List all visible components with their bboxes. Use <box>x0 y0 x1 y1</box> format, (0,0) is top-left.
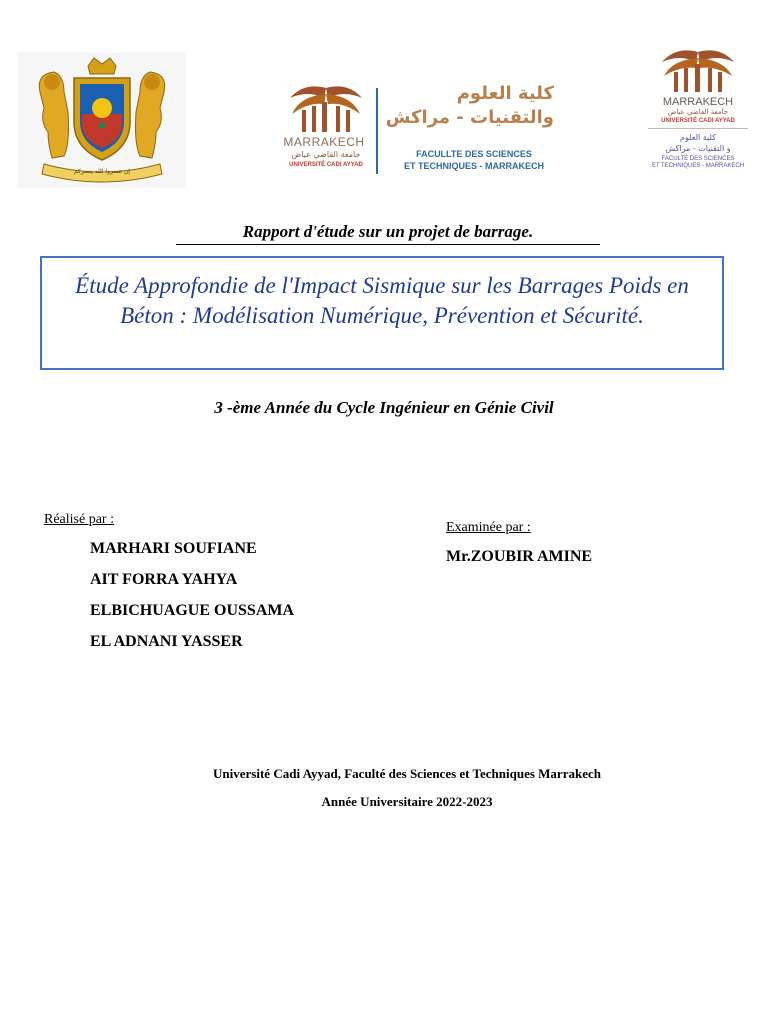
fst-marrakech-logo <box>276 80 560 182</box>
fst-logo-french-title: FACULLTE DES SCIENCES ET TECHNIQUES - MARRAKECH <box>403 149 544 171</box>
uca-logo-divider <box>648 128 748 129</box>
uca-logo-arabic-faculty: كلية العلوم و التقنيات - مراكش <box>665 133 731 153</box>
coat-of-arms-motto: إن تنصروا الله ينصركم <box>74 168 130 175</box>
palm-tree-icon <box>284 80 368 134</box>
report-type-title: Rapport d'étude sur un projet de barrage. <box>242 222 534 241</box>
uca-logo-university: UNIVERSITÉ CADI AYYAD <box>661 118 735 124</box>
uca-logo-french-faculty: FACULTÉ DES SCIENCES ET TECHNIQUES - MARRAKECH <box>651 156 745 169</box>
fst-logo-arabic-title: كلية العلوم والتقنيات - مراكش <box>385 83 554 128</box>
uca-logo-city: MARRAKECH <box>662 96 734 108</box>
main-title-box <box>40 256 724 370</box>
author-name: EL ADNANI YASSER <box>90 633 243 650</box>
examiner-name: Mr.ZOUBIR AMINE <box>446 548 593 565</box>
author-name: MARHARI SOUFIANE <box>90 540 257 557</box>
authors-label: Réalisé par : <box>44 512 114 527</box>
coat-of-arms-logo <box>18 52 186 188</box>
author-name: AIT FORRA YAHYA <box>90 571 238 588</box>
main-title: Étude Approfondie de l'Impact Sismique sur les Barrages Poids en Béton : Modélisation Numérique, Prévention et Sécurité. <box>75 273 689 328</box>
fst-logo-wordmark: MARRAKECH <box>283 135 365 149</box>
fst-logo-divider <box>376 88 378 174</box>
program-year: 3 -ème Année du Cycle Ingénieur en Génie Civil <box>214 398 554 417</box>
fst-logo-university: UNIVERSITÉ CADI AYYAD <box>289 162 363 168</box>
examiner-label: Examinée par : <box>446 520 531 535</box>
palm-tree-icon <box>658 46 738 94</box>
uca-marrakech-logo <box>644 46 752 186</box>
academic-year: Année Universitaire 2022-2023 <box>321 794 493 809</box>
author-name: ELBICHUAGUE OUSSAMA <box>90 602 295 619</box>
coat-of-arms-icon <box>18 52 186 188</box>
uca-logo-arabic-university: جامعة القاضي عياض <box>667 108 729 116</box>
university-name: Université Cadi Ayyad, Faculté des Sciences et Techniques Marrakech <box>213 766 601 781</box>
fst-logo-arabic-university: جامعة القاضي عياض <box>291 150 361 159</box>
